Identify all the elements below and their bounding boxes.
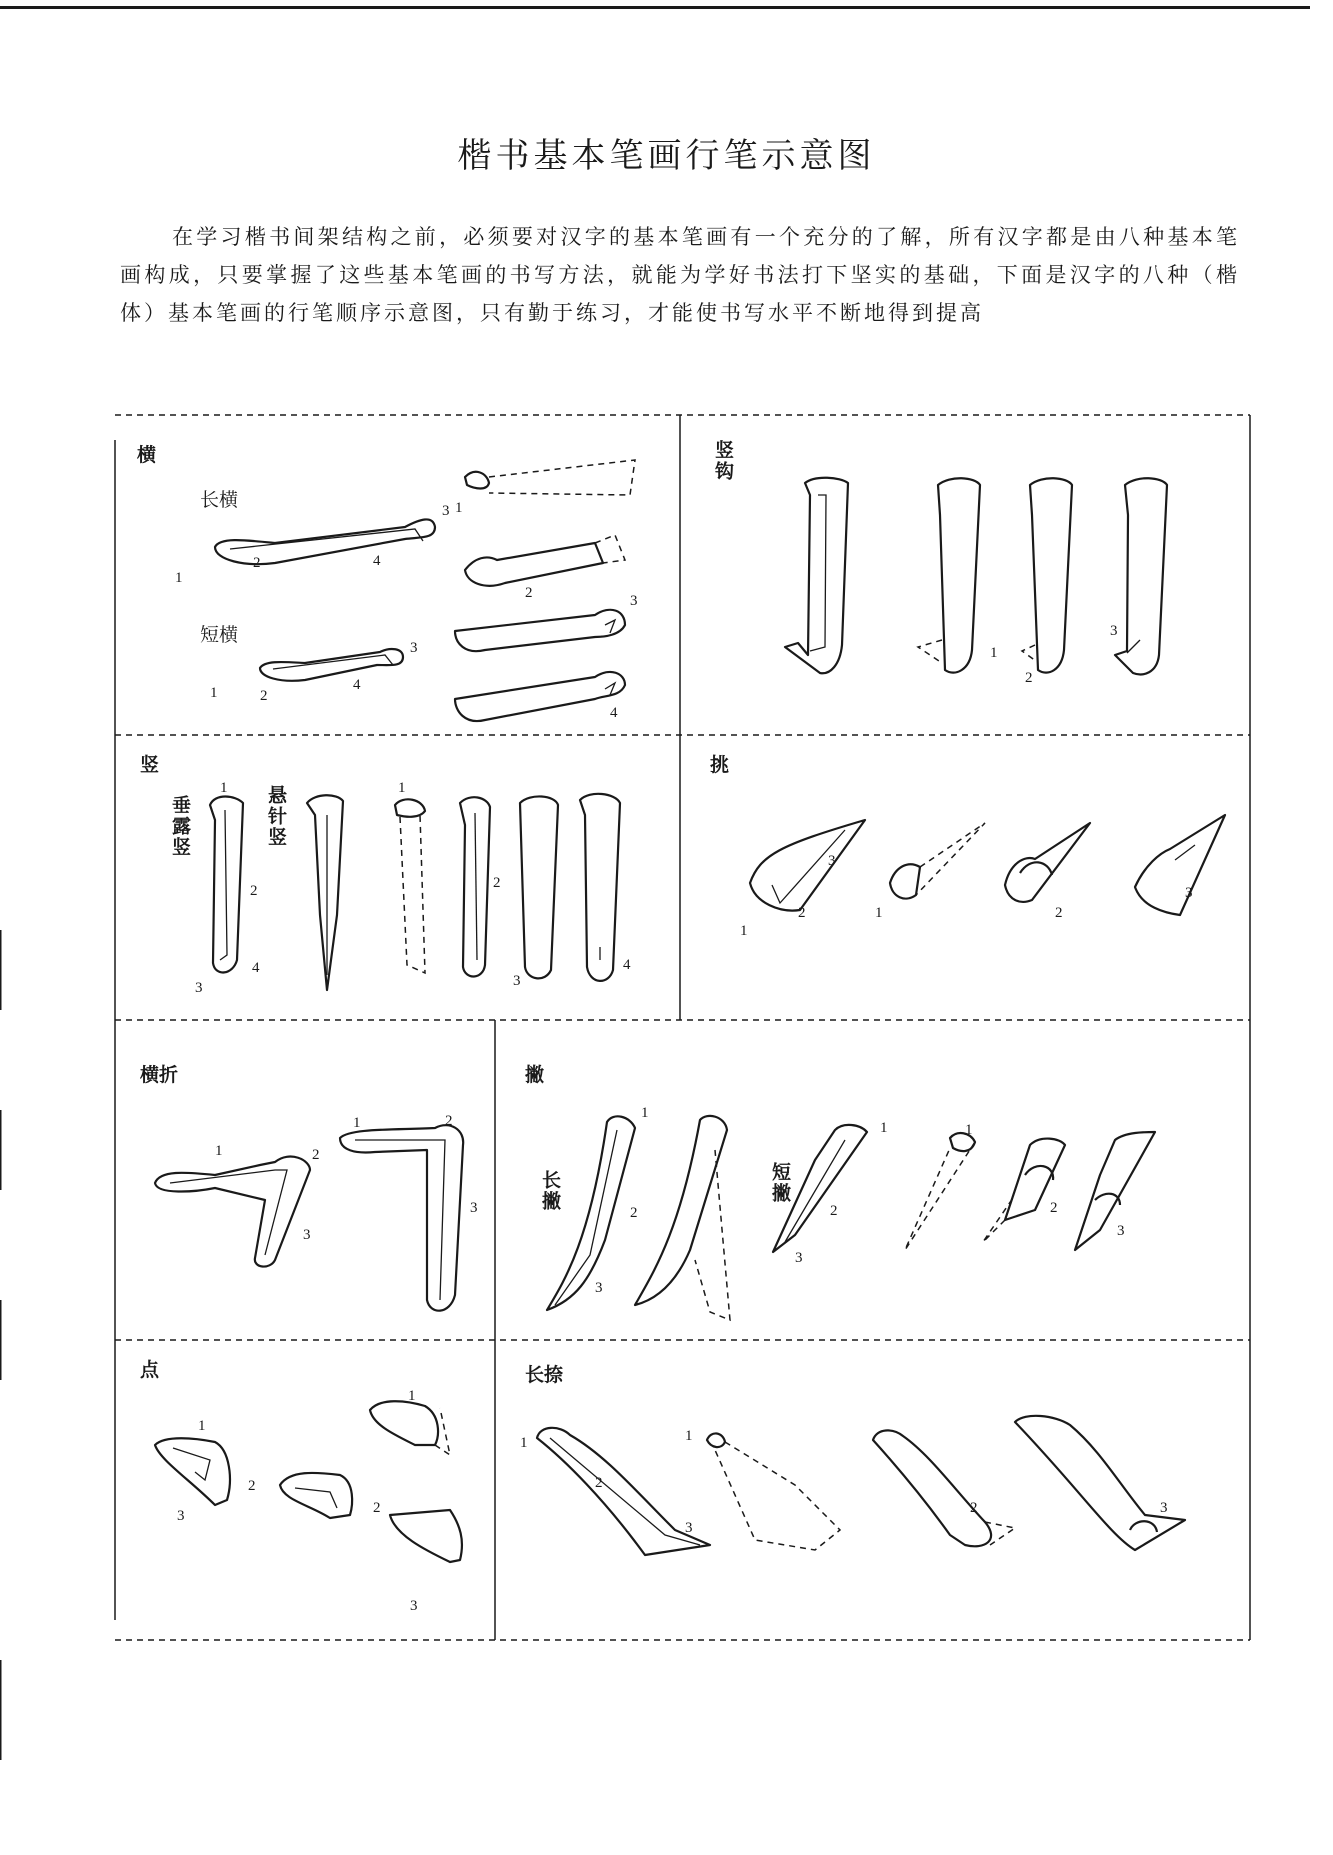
- step-number: 3: [595, 1280, 603, 1296]
- step-number: 2: [445, 1113, 453, 1129]
- step-number: 3: [828, 853, 836, 869]
- step-number: 4: [353, 677, 361, 693]
- long-pie-label: 长撇: [539, 1170, 561, 1212]
- panel-changna: [495, 1340, 1250, 1640]
- step-number: 1: [455, 500, 463, 516]
- step-number: 1: [353, 1115, 361, 1131]
- step-number: 4: [610, 705, 618, 721]
- panel-hengzhe: [115, 1020, 495, 1340]
- step-number: 2: [970, 1500, 978, 1516]
- step-number: 4: [252, 960, 260, 976]
- step-number: 3: [1110, 623, 1118, 639]
- short-heng-label: 短横: [200, 624, 239, 646]
- panel-label: 撇: [525, 1064, 545, 1086]
- shu-strokes: [115, 735, 680, 1020]
- panel-label: 横折: [140, 1064, 179, 1086]
- panel-label: 长捺: [525, 1364, 564, 1386]
- chuilu-shu-label: 垂露竖: [169, 795, 191, 858]
- step-number: 3: [442, 503, 450, 519]
- step-number: 2: [525, 585, 533, 601]
- panel-label: 竖钩: [712, 440, 734, 482]
- step-number: 2: [798, 905, 806, 921]
- tiao-strokes: [680, 735, 1250, 1020]
- dian-strokes: [115, 1340, 495, 1640]
- step-number: 2: [830, 1203, 838, 1219]
- page-title: 楷书基本笔画行笔示意图: [457, 136, 876, 176]
- panel-pie: [495, 1020, 1250, 1340]
- step-number: 3: [630, 593, 638, 609]
- step-number: 4: [373, 553, 381, 569]
- step-number: 1: [210, 685, 218, 701]
- short-pie-label: 短撇: [769, 1162, 791, 1204]
- step-number: 1: [398, 780, 406, 796]
- step-number: 2: [493, 875, 501, 891]
- panel-label: 横: [137, 444, 157, 466]
- step-number: 2: [1025, 670, 1033, 686]
- step-number: 2: [253, 555, 261, 571]
- long-heng-label: 长横: [200, 489, 239, 511]
- step-number: 3: [177, 1508, 185, 1524]
- step-number: 2: [248, 1478, 256, 1494]
- step-number: 3: [303, 1227, 311, 1243]
- step-number: 2: [1050, 1200, 1058, 1216]
- shugou-strokes: [680, 415, 1250, 735]
- step-number: 3: [1185, 885, 1193, 901]
- step-number: 1: [965, 1122, 973, 1138]
- panel-label: 竖: [140, 754, 160, 776]
- panel-label: 挑: [710, 754, 730, 776]
- panel-shu: [115, 735, 680, 1020]
- panel-shugou: [680, 415, 1250, 735]
- step-number: 1: [641, 1105, 649, 1121]
- step-number: 3: [513, 973, 521, 989]
- step-number: 3: [795, 1250, 803, 1266]
- step-number: 1: [220, 780, 228, 796]
- step-number: 1: [880, 1120, 888, 1136]
- step-number: 1: [740, 923, 748, 939]
- step-number: 1: [685, 1428, 693, 1444]
- panel-tiao: [680, 735, 1250, 1020]
- step-number: 2: [630, 1205, 638, 1221]
- step-number: 2: [250, 883, 258, 899]
- step-number: 1: [215, 1143, 223, 1159]
- step-number: 3: [410, 1598, 418, 1614]
- step-number: 3: [1160, 1500, 1168, 1516]
- step-number: 1: [198, 1418, 206, 1434]
- step-number: 3: [470, 1200, 478, 1216]
- step-number: 3: [195, 980, 203, 996]
- pie-strokes: [495, 1020, 1250, 1340]
- step-number: 2: [373, 1500, 381, 1516]
- step-number: 2: [1055, 905, 1063, 921]
- changna-strokes: [495, 1340, 1250, 1640]
- xuanzhen-shu-label: 悬针竖: [265, 785, 287, 848]
- step-number: 4: [623, 957, 631, 973]
- step-number: 1: [875, 905, 883, 921]
- step-number: 1: [408, 1388, 416, 1404]
- step-number: 1: [990, 645, 998, 661]
- panel-heng: [115, 415, 680, 735]
- heng-strokes: [115, 415, 680, 735]
- step-number: 1: [175, 570, 183, 586]
- step-number: 2: [595, 1475, 603, 1491]
- step-number: 3: [685, 1520, 693, 1536]
- step-number: 2: [312, 1147, 320, 1163]
- panel-label: 点: [140, 1359, 160, 1381]
- panel-dian: [115, 1340, 495, 1640]
- intro-paragraph: 在学习楷书间架结构之前，必须要对汉字的基本笔画有一个充分的了解，所有汉字都是由八种基本笔画构成，只要掌握了这些基本笔画的书写方法，就能为学好书法打下坚实的基础，下面是汉字的八种（楷体）基本笔画的行笔顺序示意图，只有勤于练习，才能使书写水平不断地得到提高: [120, 225, 1240, 325]
- step-number: 1: [520, 1435, 528, 1451]
- step-number: 2: [260, 688, 268, 704]
- step-number: 3: [1117, 1223, 1125, 1239]
- step-number: 3: [410, 640, 418, 656]
- hengzhe-strokes: [115, 1020, 495, 1340]
